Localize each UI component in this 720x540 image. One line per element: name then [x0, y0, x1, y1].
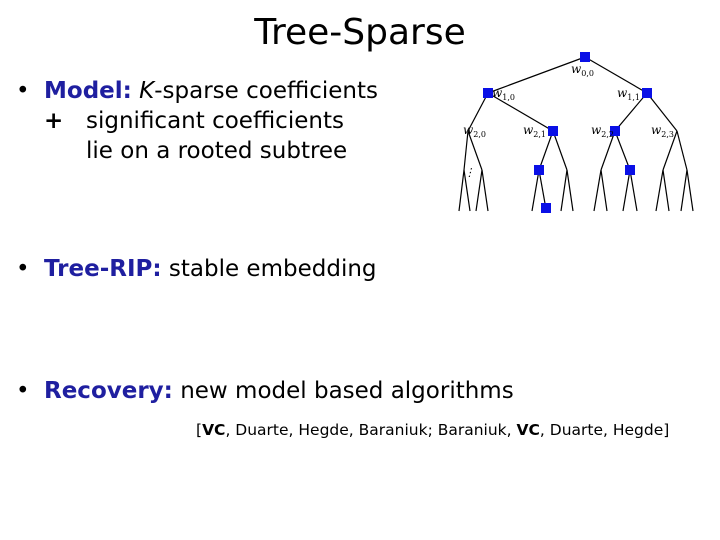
node-w11: [642, 88, 652, 98]
bullet-glyph: •: [16, 78, 30, 104]
tree-edge: [656, 170, 663, 211]
tree-edge: [601, 170, 607, 211]
label-w23: $w_{2,3}$: [651, 123, 675, 139]
slide-title: Tree-Sparse: [254, 12, 466, 53]
tree-rip-bullet: [16, 258, 377, 281]
model-k-symbol: K: [139, 78, 155, 104]
model-bullet: [16, 80, 378, 103]
node-w00: [580, 52, 590, 62]
bullet-glyph: •: [16, 256, 30, 282]
tree-edge: [630, 170, 637, 211]
ref-open: [: [196, 421, 203, 439]
tree-edge: [615, 131, 630, 170]
tree-rip-label: Tree-RIP:: [44, 256, 162, 282]
label-w21: $w_{2,1}$: [523, 123, 547, 139]
plus-sign: +: [44, 108, 64, 134]
ref-vc-1: VC: [202, 421, 226, 439]
tree-edge: [532, 170, 539, 211]
vertical-ellipsis: ⋮: [464, 166, 475, 179]
references: [196, 421, 669, 439]
tree-labels: [463, 62, 674, 179]
label-w00: $w_{0,0}$: [571, 62, 595, 78]
tree-edge: [663, 170, 669, 211]
label-w10: $w_{1,0}$: [492, 86, 516, 102]
tree-edge: [623, 170, 630, 211]
tree-edge: [476, 170, 482, 211]
tree-diagram: [455, 45, 695, 220]
model-line2: [44, 110, 344, 133]
model-line3-text: lie on a rooted subtree: [86, 138, 348, 164]
recovery-bullet: [16, 380, 514, 403]
node-w21: [548, 126, 558, 136]
tree-edge: [567, 170, 573, 211]
model-label: Model:: [44, 78, 132, 104]
tree-edge: [553, 131, 567, 170]
ref-mid: , Duarte, Hegde, Baraniuk; Baraniuk,: [225, 421, 517, 439]
ref-end: , Duarte, Hegde]: [539, 421, 670, 439]
tree-edge: [594, 170, 601, 211]
ref-vc-2: VC: [516, 421, 540, 439]
bullet-glyph: •: [16, 378, 30, 404]
tree-rip-text: stable embedding: [168, 256, 377, 282]
tree-edge: [482, 170, 488, 211]
recovery-text: new model based algorithms: [180, 378, 514, 404]
label-w22: $w_{2,2}$: [591, 123, 615, 139]
node-level3: [534, 165, 544, 175]
tree-edge: [677, 131, 687, 170]
tree-edge: [561, 170, 567, 211]
label-w20: $w_{2,0}$: [463, 123, 487, 139]
node-level3: [625, 165, 635, 175]
tree-edge: [585, 57, 647, 93]
node-level4: [541, 203, 551, 213]
tree-edge: [681, 170, 687, 211]
tree-edge: [687, 170, 693, 211]
recovery-label: Recovery:: [44, 378, 173, 404]
model-line1-text: -sparse coefficients: [154, 78, 378, 104]
label-w11: $w_{1,1}$: [617, 86, 641, 102]
model-line2-text: significant coefficients: [86, 108, 344, 134]
